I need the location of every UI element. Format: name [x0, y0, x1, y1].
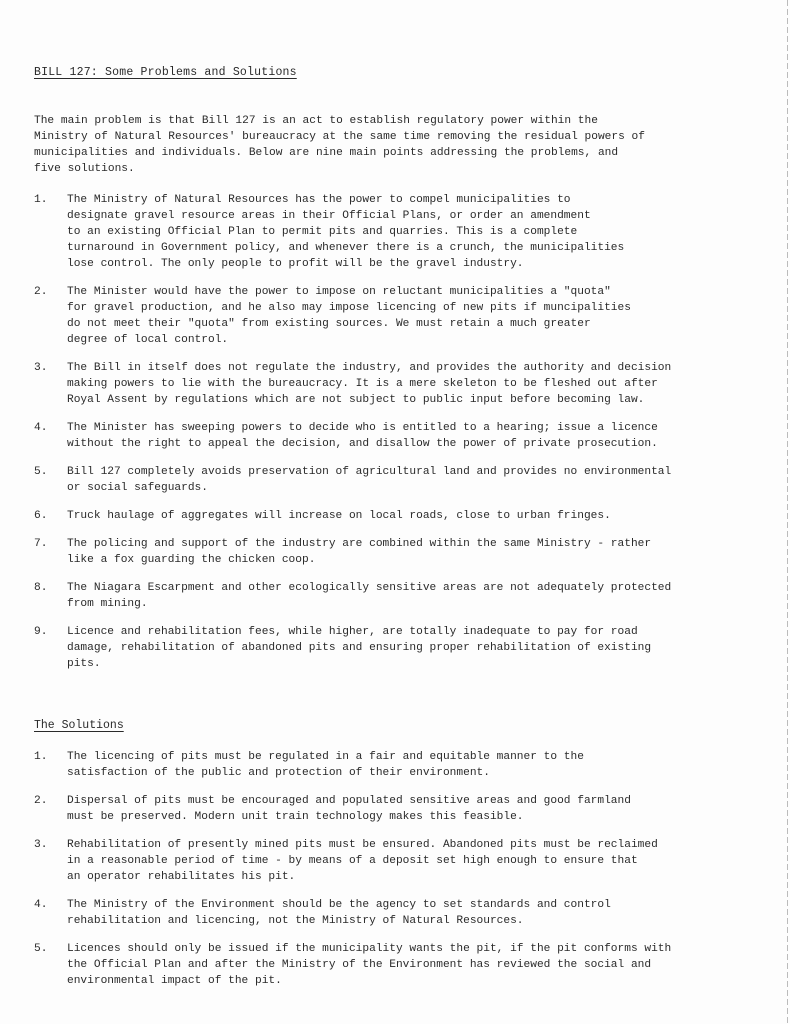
item-number: 2.: [34, 286, 48, 298]
item-number: 5.: [34, 466, 48, 478]
item-text: Bill 127 completely avoids preservation of agricultural land and provides no environmental or social safeguards.: [67, 466, 672, 494]
item-text: The Minister would have the power to impose on reluctant municipalities a "quota" for gravel production, and he also may impose licencing of new pits if muncipalities do not meet their "quota" from existing sources. We must retain a much greater degree of local control.: [67, 286, 631, 346]
solution-item: [34, 897, 779, 929]
solution-item: [34, 941, 779, 989]
item-text: The policing and support of the industry are combined within the same Ministry - rather like a fox guarding the chicken coop.: [67, 538, 652, 566]
solutions-heading: The Solutions: [34, 719, 124, 732]
item-text: The Niagara Escarpment and other ecologically sensitive areas are not adequately protected from mining.: [67, 582, 672, 610]
item-text: The Ministry of Natural Resources has the power to compel municipalities to designate gravel resource areas in their Official Plans, or order an amendment to an existing Official Plan to permit pits and quarries. This is a complete turnaround in Government policy, and whenever there is a crunch, the municipalities lose control. The only people to profit will be the gravel industry.: [67, 194, 625, 270]
problem-item: [34, 464, 779, 496]
document-title: BILL 127: Some Problems and Solutions: [34, 66, 297, 79]
item-number: 3.: [34, 362, 48, 374]
item-number: 9.: [34, 626, 48, 638]
item-text: The Minister has sweeping powers to decide who is entitled to a hearing; issue a licence without the right to appeal the decision, and disallow the power of private prosecution.: [67, 422, 658, 450]
solution-item: [34, 793, 779, 825]
item-number: 4.: [34, 422, 48, 434]
item-number: 2.: [34, 795, 48, 807]
item-text: Licences should only be issued if the municipality wants the pit, if the pit conforms with the Official Plan and after the Ministry of the Environment has reviewed the social and environmental impact of the pit.: [67, 943, 672, 987]
problem-item: [34, 284, 779, 348]
solutions-list: [34, 749, 779, 1001]
page-edge: [787, 0, 788, 1024]
item-text: The Bill in itself does not regulate the industry, and provides the authority and decision making powers to lie with the bureaucracy. It is a mere skeleton to be fleshed out after Royal Assent by regulations which are not subject to public input before becoming law.: [67, 362, 672, 406]
item-number: 1.: [34, 751, 48, 763]
problem-item: [34, 192, 779, 272]
problem-item: [34, 508, 779, 524]
problem-item: [34, 624, 779, 672]
item-text: Dispersal of pits must be encouraged and populated sensitive areas and good farmland must be preserved. Modern unit train technology makes this feasible.: [67, 795, 631, 823]
item-number: 4.: [34, 899, 48, 911]
item-text: Licence and rehabilitation fees, while higher, are totally inadequate to pay for road damage, rehabilitation of abandoned pits and ensuring proper rehabilitation of existing pits.: [67, 626, 652, 670]
item-text: The Ministry of the Environment should be the agency to set standards and control rehabilitation and licencing, not the Ministry of Natural Resources.: [67, 899, 611, 927]
item-number: 3.: [34, 839, 48, 851]
item-number: 7.: [34, 538, 48, 550]
solution-item: [34, 749, 779, 781]
problem-item: [34, 536, 779, 568]
problem-item: [34, 420, 779, 452]
item-number: 6.: [34, 510, 48, 522]
intro-paragraph: The main problem is that Bill 127 is an act to establish regulatory power within the Ministry of Natural Resources' bureaucracy at the same time removing the residual powers of municipalities and individuals. Below are nine main points addressing the problems, and five solutions.: [34, 115, 645, 175]
item-text: Truck haulage of aggregates will increase on local roads, close to urban fringes.: [67, 510, 611, 522]
problem-item: [34, 360, 779, 408]
item-number: 1.: [34, 194, 48, 206]
item-number: 5.: [34, 943, 48, 955]
item-text: Rehabilitation of presently mined pits must be ensured. Abandoned pits must be reclaimed in a reasonable period of time - by means of a deposit set high enough to ensure that an operator rehabilitates his pit.: [67, 839, 658, 883]
item-text: The licencing of pits must be regulated in a fair and equitable manner to the satisfaction of the public and protection of their environment.: [67, 751, 584, 779]
problems-list: [34, 192, 779, 684]
solution-item: [34, 837, 779, 885]
problem-item: [34, 580, 779, 612]
item-number: 8.: [34, 582, 48, 594]
